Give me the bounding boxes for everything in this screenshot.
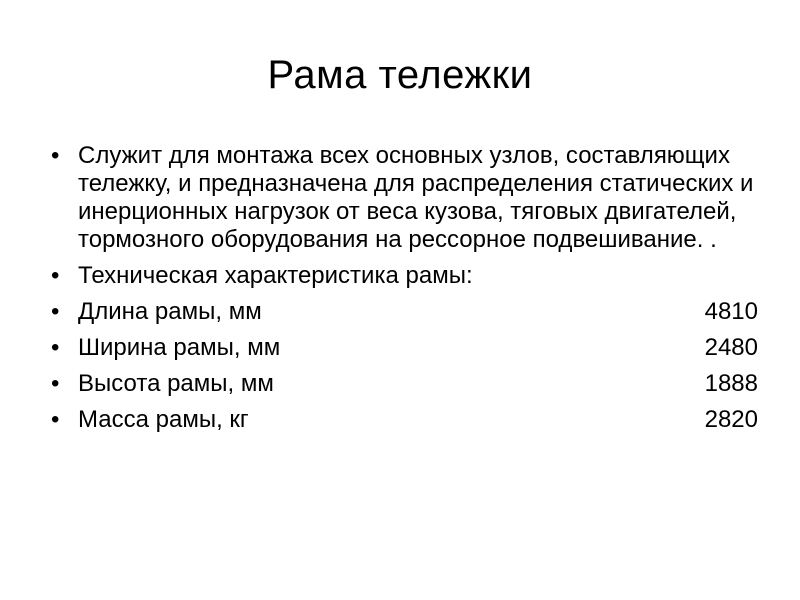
spec-value: 2480	[704, 334, 758, 361]
spec-label: Масса рамы, кг	[78, 406, 249, 433]
spec-item-mass	[40, 406, 760, 434]
bullet-dot-icon: •	[51, 298, 60, 325]
spec-row	[78, 298, 760, 326]
bullet-dot-icon: •	[51, 334, 60, 361]
bullet-dot-icon: •	[51, 142, 60, 169]
spec-label: Длина рамы, мм	[78, 298, 262, 325]
spec-item-length	[40, 298, 760, 326]
spec-label: Ширина рамы, мм	[78, 334, 281, 361]
slide-title: Рама тележки	[267, 53, 533, 97]
spec-row	[78, 370, 760, 398]
bullet-item-specs-heading	[40, 262, 760, 290]
bullet-text: Служит для монтажа всех основных узлов, составляющих тележку, и предназначена для распределения статических и инерционных нагрузок от веса кузова, тяговых двигателей, тормозного оборудования на рессорное подвешивание. .	[78, 142, 754, 253]
bullet-text: Техническая характеристика рамы:	[78, 262, 473, 289]
spec-label: Высота рамы, мм	[78, 370, 274, 397]
spec-value: 1888	[704, 370, 758, 397]
spec-item-height	[40, 370, 760, 398]
bullet-item-description	[40, 142, 760, 254]
spec-value: 2820	[704, 406, 758, 433]
bullet-dot-icon: •	[51, 406, 60, 433]
spec-row	[78, 406, 760, 434]
spec-item-width	[40, 334, 760, 362]
spec-row	[78, 334, 760, 362]
bullet-dot-icon: •	[51, 262, 60, 289]
bullet-dot-icon: •	[51, 370, 60, 397]
bullet-list	[40, 142, 760, 442]
spec-value: 4810	[704, 298, 758, 325]
